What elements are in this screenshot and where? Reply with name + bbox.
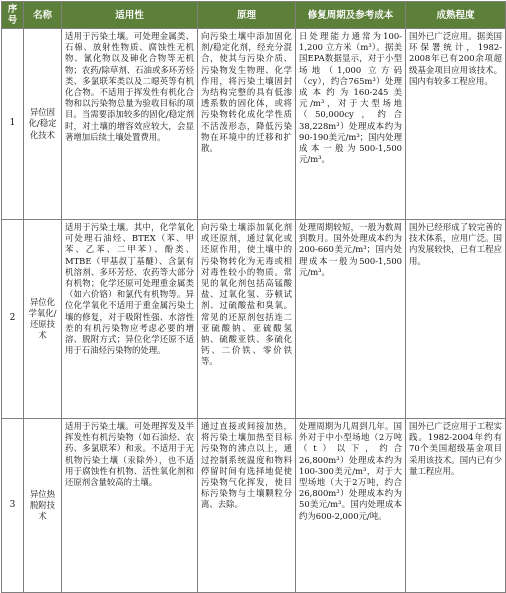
header-seq: 序号 (2, 2, 24, 29)
row-name: 异位热脱附技术 (24, 419, 62, 593)
row-applicability: 适用于污染土壤。其中，化学氧化可处理石油烃、BTEX（苯、甲苯、乙苯、二甲苯）、酚类、MTBE（甲基叔丁基醚）、含氯有机溶剂、多环芳烃、农药等大部分有机物；化学还原可处理重金属类（如六价铬）和氯代有机物等。异位化学氧化不适用于重金属污染土壤的修复，对于吸附性强、水溶性差的有机污染物应考虑必要的增溶、脱附方式；异位化学还原不适用于石油烃污染物的处理。 (62, 220, 198, 419)
header-maturity: 成熟程度 (406, 2, 506, 29)
row-seq: 1 (2, 29, 24, 220)
header-name: 名称 (24, 2, 62, 29)
row-seq: 3 (2, 419, 24, 593)
header-cost: 修复周期及参考成本 (296, 2, 406, 29)
row-cost: 处理周期较短，一般为数周到数月。国外处理成本约为200-660美元/m³；国内处理成本一般为500-1,500元/m³。 (296, 220, 406, 419)
technology-table (1, 1, 506, 593)
row-applicability: 适用于污染土壤。可处理金属类、石棉、放射性物质、腐蚀性无机物、氰化物以及砷化合物等无机物；农药/除草剂、石油或多环芳烃类、多氯联苯类以及二噁英等有机化合物。不适用于挥发性有机化合物和以污染物总量为验收目标的项目。当需要添加较多的固化/稳定剂时，对土壤的增容效应较大，会显著增加后续土壤处置费用。 (62, 29, 198, 220)
table-row (2, 220, 506, 419)
header-applicability: 适用性 (62, 2, 198, 29)
row-maturity: 国外已广泛应用于工程实践。1982-2004年约有70个美国超级基金项目采用该技术。国内已有少量工程应用。 (406, 419, 506, 593)
row-principle: 向污染土壤中添加固化剂/稳定化剂，经充分混合，使其与污染介质、污染物发生物理、化学作用，将污染土壤固封为结构完整的具有低渗透系数的固化体，或将污染物转化成化学性质不活泼形态，降低污染物在环境中的迁移和扩散。 (198, 29, 296, 220)
row-seq: 2 (2, 220, 24, 419)
row-principle: 向污染土壤添加氧化剂或还原剂，通过氧化或还原作用，使土壤中的污染物转化为无毒或相对毒性较小的物质。常见的氧化剂包括高锰酸盐、过氧化氢、芬顿试剂、过硫酸盐和臭氧。常见的还原剂包括连二亚硫酸钠、亚硫酸氢钠、硫酸亚铁、多硫化钙、二价铁、零价铁等。 (198, 220, 296, 419)
table-header-row (2, 2, 506, 29)
row-name: 异位固化/稳定化技术 (24, 29, 62, 220)
row-principle: 通过直接或间接加热，将污染土壤加热至目标污染物的沸点以上，通过控制系统温度和物料停留时间有选择地促使污染物气化挥发，使目标污染物与土壤颗粒分离、去除。 (198, 419, 296, 593)
header-principle: 原理 (198, 2, 296, 29)
row-name: 异位化学氧化/还原技术 (24, 220, 62, 419)
row-cost: 处理周期为几周到几年。国外对于中小型场地（2万吨（t）以下，约合26,800m³）处理成本约为100-300美元/m³，对于大型场地（大于2万吨，约合26,800m³）处理成本约为50美元/m³。国内处理成本约为600-2,000元/吨。 (296, 419, 406, 593)
table-row (2, 29, 506, 220)
row-maturity: 国外已广泛应用。据美国环保署统计，1982-2008年已有200余项超级基金项目应用该技术。国内有较多工程应用。 (406, 29, 506, 220)
row-cost: 日处理能力通常为100-1,200 立方米（m³）。据美国EPA数据显示，对于小型场地（1,000 立方码（cy），约合765m³）处理成本约为160-245美元/m³，对于大型场地（50,000cy，约合38,228m³）处理成本约为90-190美元/m³；国内处理成本一般为500-1,500元/m³。 (296, 29, 406, 220)
row-maturity: 国外已经形成了较完善的技术体系，应用广泛。国内发展较快，已有工程应用。 (406, 220, 506, 419)
table-row (2, 419, 506, 593)
row-applicability: 适用于污染土壤。可处理挥发及半挥发性有机污染物（如石油烃、农药、多氯联苯）和汞。不适用于无机物污染土壤（汞除外），也不适用于腐蚀性有机物、活性氧化剂和还原剂含量较高的土壤。 (62, 419, 198, 593)
